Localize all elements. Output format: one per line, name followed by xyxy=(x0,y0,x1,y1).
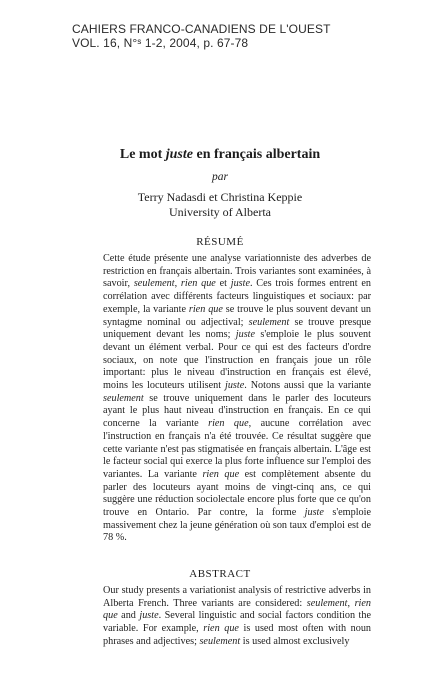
text-run: . Several linguistic and social factors condition the variable. For example, xyxy=(103,610,371,635)
italic-term: seulement xyxy=(306,597,348,609)
italic-term: juste xyxy=(235,329,256,341)
authors: Terry Nadasdi et Christina Keppie xyxy=(137,190,303,204)
italic-term: rien que xyxy=(208,418,249,430)
resume-paragraph xyxy=(103,253,371,545)
italic-term: juste xyxy=(230,278,250,290)
italic-term: rien que xyxy=(202,468,240,480)
text-run: . Notons aussi que la variante xyxy=(244,380,371,392)
text-run: is used almost exclusively xyxy=(240,635,350,647)
resume-body xyxy=(103,253,371,545)
italic-term: seulement xyxy=(103,392,144,404)
byline-par: par xyxy=(212,171,228,183)
italic-term: juste xyxy=(304,507,324,519)
italic-term: rien que xyxy=(180,278,216,290)
abstract-body xyxy=(103,585,371,649)
text-run: se trouve uniquement dans le parler des locuteurs ayant le plus haut niveau d'instruction en français. En ce qui concerne la variante xyxy=(103,392,371,430)
journal-name: CAHIERS FRANCO-CANADIENS DE L'OUEST xyxy=(72,22,331,36)
text-run: , aucune corrélation avec l'instruction en français n'a été trouvée. Ce résultat suggère que cette variante n'est pas stigmatisée en français albertain. L'âge est le facteur social qui exerce la plus forte influence sur l'emploi des variantes. La variante xyxy=(103,418,371,480)
text-run: and xyxy=(117,610,140,622)
article-title xyxy=(0,147,440,163)
text-run: et xyxy=(215,278,231,290)
italic-term: seulement xyxy=(133,278,175,290)
text-run: est complètement absente du parler des locuteurs ayant moins de vingt-cinq ans, ce qui suggère une réduction sociolectale encore plus forte que ce qu'on trouve en Ontario. Par contre, la forme xyxy=(103,468,372,519)
resume-heading: RÉSUMÉ xyxy=(196,236,244,248)
italic-term: rien que xyxy=(188,303,223,315)
text-run: Cette étude présente une analyse variationniste des adverbes de restriction en français albertain. Trois variantes sont examinées, à savoir, xyxy=(103,253,371,290)
italic-term: seulement xyxy=(248,316,290,328)
text-run: , xyxy=(174,278,181,290)
abstract-paragraph xyxy=(103,585,371,649)
text-run: se trouve le plus souvent devant un syntagme nominal ou adjectival; xyxy=(103,303,372,328)
abstract-heading: ABSTRACT xyxy=(189,568,251,580)
title-italic-word: juste xyxy=(165,147,193,162)
affiliation: University of Alberta xyxy=(169,205,271,219)
journal-citation: VOL. 16, N°ˢ 1-2, 2004, p. 67-78 xyxy=(72,36,249,50)
italic-term: rien que xyxy=(203,623,239,635)
italic-term: juste xyxy=(225,380,245,392)
text-run: s'emploie le plus souvent devant un élément verbal. Pour ce qui est des facteurs d'ordre sociaux, on note que l'instruction en français joue un rôle important: plus le niveau d'instruction en français est élevé, moins les locuteurs utilisent xyxy=(103,329,371,392)
journal-header xyxy=(72,22,331,50)
text-run: is used most often with noun phrases and adjectives; xyxy=(103,623,372,647)
title-part-1: Le mot xyxy=(119,147,166,162)
italic-term: seulement xyxy=(199,635,241,647)
text-run: Our study presents a variationist analysis of restrictive adverbs in Alberta French. Three variants are considered: xyxy=(103,585,371,609)
text-run: , xyxy=(347,597,355,609)
text-run: s'emploie massivement chez la jeune génération où son taux d'emploi est de 78 %. xyxy=(103,507,371,544)
text-run: . Ces trois formes entrent en corrélation avec différents facteurs linguistiques et sociaux: par exemple, la variante xyxy=(103,278,372,315)
italic-term: juste xyxy=(139,610,159,622)
text-run: se trouve presque uniquement devant les noms; xyxy=(103,316,371,341)
italic-term: rien que xyxy=(103,597,371,622)
title-part-2: en français albertain xyxy=(192,147,321,162)
